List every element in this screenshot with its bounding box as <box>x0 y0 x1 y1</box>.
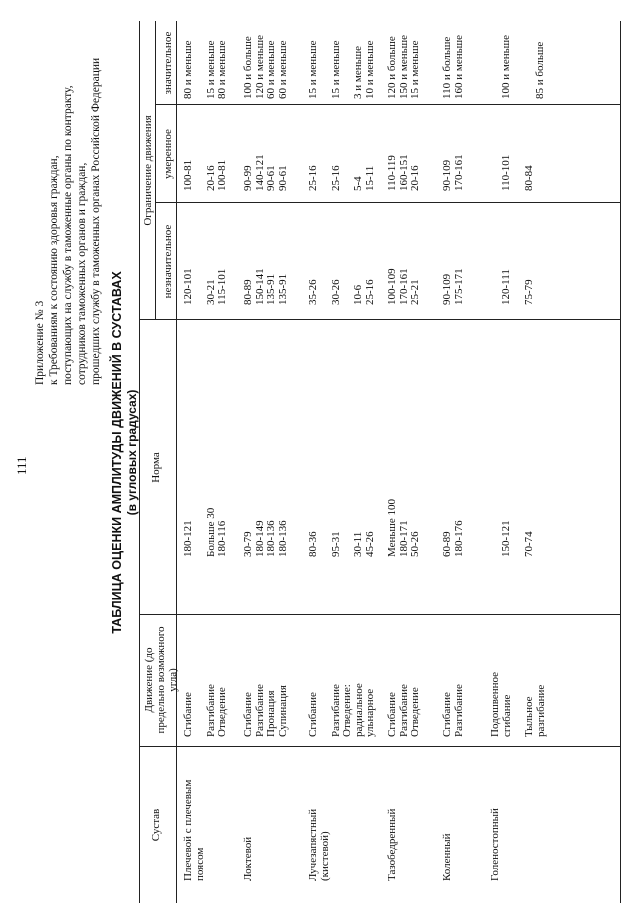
value: 90-61 <box>265 165 278 191</box>
value: 15 и меньше <box>329 40 342 99</box>
motion-item: Сгибание <box>441 692 453 737</box>
norm-values <box>243 520 289 557</box>
motion-item: Сгибание <box>307 692 319 737</box>
value: 150 и меньше <box>397 35 410 99</box>
significant-values <box>183 41 229 100</box>
header-norm: Норма <box>150 452 162 483</box>
motion-list <box>243 684 289 737</box>
value: 30-21 <box>204 279 217 305</box>
motion-list <box>183 684 229 737</box>
value: 30-11 <box>352 531 365 557</box>
motion-item: Разгибание <box>253 684 266 737</box>
header-bottom-border <box>176 21 177 903</box>
value: 150-141 <box>253 268 266 305</box>
significant-values <box>387 35 422 99</box>
motion-list <box>387 684 422 737</box>
value: 80 и меньше <box>182 40 194 99</box>
value: 30-26 <box>329 279 342 305</box>
value: 180-121 <box>182 520 194 557</box>
value: 120-101 <box>182 268 194 305</box>
value: 100-81 <box>182 159 194 191</box>
value: 3 и меньше <box>352 46 365 99</box>
table-subtitle: (в угловых градусах) <box>125 389 139 516</box>
value: 80-89 <box>242 279 254 305</box>
value: 90-109 <box>441 273 453 305</box>
motion-item: разгибание <box>534 684 547 737</box>
joint-label: Локтевой <box>242 836 254 881</box>
value: 120-111 <box>500 269 512 305</box>
value: 135-91 <box>276 273 289 305</box>
value: 15 и меньше <box>409 40 422 99</box>
appendix-line: сотрудников таможенных органов и граждан, <box>76 162 88 385</box>
value: 90-109 <box>441 159 453 191</box>
restriction-header-divider <box>155 21 156 320</box>
value: Меньше 100 <box>386 498 398 557</box>
moderate-values <box>501 155 535 191</box>
motion-item: Супинация <box>276 685 289 737</box>
minor-values <box>183 268 229 305</box>
motion-item: Разгибание <box>397 684 410 737</box>
motion-item: Сгибание <box>386 692 398 737</box>
value: 180-136 <box>265 520 278 557</box>
moderate-values <box>442 154 465 191</box>
header-moderate: умеренное <box>162 129 174 179</box>
value: 110-119 <box>386 155 398 191</box>
moderate-values <box>243 154 289 191</box>
moderate-values <box>183 160 229 191</box>
value: 30-79 <box>242 531 254 557</box>
motion-item: Тыльное <box>523 696 536 737</box>
value: 15-11 <box>363 165 376 191</box>
appendix-line: поступающих на службу в таможенные органы по контракту, <box>62 85 74 385</box>
appendix-line: прошедших службу в таможенных органах Российской Федерации <box>90 57 102 385</box>
minor-values <box>387 268 422 305</box>
value: 25-16 <box>329 165 342 191</box>
value: 160-151 <box>397 154 410 191</box>
value: 120 и больше <box>386 36 398 99</box>
value: 180-149 <box>253 520 266 557</box>
motion-item: Разгибание <box>329 684 342 737</box>
value: 100-109 <box>386 268 398 305</box>
value: 110-101 <box>500 154 512 191</box>
value: 115-101 <box>216 268 229 305</box>
norm-values <box>183 508 229 557</box>
motion-item: ульнарное <box>364 688 377 737</box>
value: 60 и меньше <box>276 40 289 99</box>
header-restriction: Ограничение движения <box>142 115 154 226</box>
value: 100 и меньше <box>500 35 512 99</box>
norm-values <box>501 520 535 557</box>
moderate-values <box>387 154 422 191</box>
page-number: 111 <box>14 456 29 475</box>
value: 60-89 <box>441 531 453 557</box>
value: 140-121 <box>253 154 266 191</box>
col-divider-moderate <box>155 104 620 105</box>
moderate-values <box>308 165 376 191</box>
motion-item: сгибание <box>500 694 513 737</box>
value: 90-61 <box>276 165 289 191</box>
value: 20-16 <box>204 165 217 191</box>
motion-list <box>490 672 547 737</box>
motion-item: Сгибание <box>182 692 194 737</box>
value: 85 и больше <box>533 41 546 99</box>
header-motion: Движение (до предельно возможного угла) <box>143 626 179 734</box>
value: 170-161 <box>452 154 465 191</box>
header-joint: Сустав <box>150 808 162 842</box>
table-bottom-border <box>620 21 621 903</box>
motion-item: Разгибание <box>452 684 465 737</box>
significant-values <box>243 35 289 99</box>
value: Больше 30 <box>204 507 217 557</box>
appendix-line: к Требованиям к состоянию здоровья граждан, <box>48 155 60 385</box>
col-divider-joint <box>139 746 620 747</box>
motion-item: радиальное <box>352 683 365 737</box>
motion-item: Подошвенное <box>489 672 501 737</box>
significant-values <box>442 35 465 99</box>
joint-label: Плечевой с плечевым поясом <box>182 779 206 881</box>
value: 60 и меньше <box>265 40 278 99</box>
significant-values <box>501 35 546 99</box>
value: 180-176 <box>452 520 465 557</box>
joint-label: Тазобедренный <box>386 808 398 881</box>
motion-item: Отведение: <box>341 684 354 737</box>
value: 110 и больше <box>441 36 453 99</box>
table-top-border <box>139 21 140 903</box>
value: 100-81 <box>216 159 229 191</box>
value: 25-16 <box>307 165 319 191</box>
joint-label: Голеностопный <box>489 808 501 881</box>
significant-values <box>308 41 376 100</box>
motion-list <box>308 683 377 737</box>
motion-item: Отведение <box>216 687 229 737</box>
value: 10-6 <box>352 284 365 305</box>
value: 80 и меньше <box>216 40 229 99</box>
value: 80-36 <box>307 531 319 557</box>
norm-values <box>442 520 465 557</box>
value: 120 и меньше <box>253 35 266 99</box>
value: 25-16 <box>363 279 376 305</box>
value: 45-26 <box>363 531 376 557</box>
value: 90-99 <box>242 165 254 191</box>
joint-label: Лучезапястный (кистевой) <box>307 808 331 881</box>
value: 170-161 <box>397 268 410 305</box>
value: 100 и больше <box>242 36 254 99</box>
col-divider-motion <box>139 614 620 615</box>
value: 35-26 <box>307 279 319 305</box>
value: 10 и меньше <box>363 40 376 99</box>
minor-values <box>308 279 376 305</box>
minor-values <box>501 269 535 305</box>
value: 180-136 <box>276 520 289 557</box>
value: 15 и меньше <box>307 40 319 99</box>
value: 80-84 <box>522 165 535 191</box>
minor-values <box>243 268 289 305</box>
value: 20-16 <box>409 165 422 191</box>
value: 25-21 <box>409 279 422 305</box>
norm-values <box>308 531 376 557</box>
table-title: ТАБЛИЦА ОЦЕНКИ АМПЛИТУДЫ ДВИЖЕНИЙ В СУСТАВАХ <box>110 271 124 634</box>
col-divider-minor <box>155 202 620 203</box>
motion-list <box>442 684 465 737</box>
norm-values <box>387 499 422 557</box>
value: 50-26 <box>409 531 422 557</box>
value: 180-171 <box>397 520 410 557</box>
value: 175-171 <box>452 268 465 305</box>
value: 15 и меньше <box>204 40 217 99</box>
value: 150-121 <box>500 520 512 557</box>
value: 160 и меньше <box>452 35 465 99</box>
header-significant: значительное <box>162 31 174 95</box>
value: 95-31 <box>329 531 342 557</box>
value: 75-79 <box>522 279 535 305</box>
minor-values <box>442 268 465 305</box>
value: 5-4 <box>352 176 365 191</box>
value: 70-74 <box>522 531 535 557</box>
joint-label: Коленный <box>441 833 453 881</box>
header-minor: незначительное <box>162 224 174 299</box>
appendix-line: Приложение № 3 <box>34 300 46 385</box>
motion-item: Отведение <box>409 687 422 737</box>
value: 180-116 <box>216 520 229 557</box>
motion-item: Пронация <box>265 690 278 737</box>
motion-item: Разгибание <box>204 684 217 737</box>
value: 135-91 <box>265 273 278 305</box>
col-divider-norm <box>139 319 620 320</box>
motion-item: Сгибание <box>242 692 254 737</box>
